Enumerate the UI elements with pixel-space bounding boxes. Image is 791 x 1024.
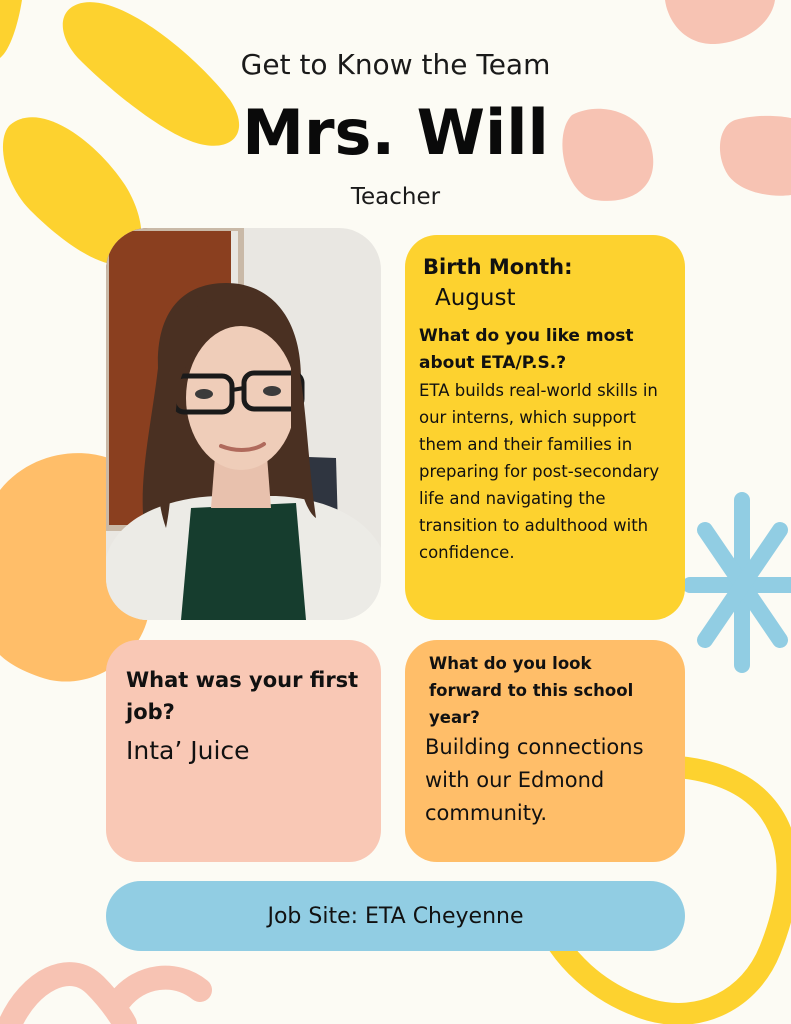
first-job-card	[106, 640, 381, 862]
first-job-answer: Inta’ Juice	[126, 736, 250, 765]
birth-month-value: August	[435, 285, 516, 311]
school-year-question: What do you look forward to this school year?	[429, 654, 634, 727]
birth-month-heading: Birth Month:	[423, 255, 573, 279]
first-job-question: What was your first job?	[126, 668, 359, 724]
portrait-photo	[106, 228, 381, 620]
pink-blob-top	[665, 0, 775, 44]
like-most-question: What do you like most about ETA/P.S.?	[419, 326, 634, 373]
portrait-illustration	[106, 228, 381, 620]
blue-asterisk	[690, 500, 791, 665]
school-year-answer: Building connections with our Edmond community.	[425, 735, 644, 825]
page-kicker: Get to Know the Team	[240, 48, 551, 81]
school-year-card	[405, 640, 685, 862]
job-site-banner: Job Site: ETA Cheyenne	[106, 881, 685, 951]
like-most-answer: ETA builds real-world skills in our interns, which support them and their families in preparing for post-secondary life and navigating the transition to adulthood with confidence.	[419, 381, 660, 562]
page-title: Mrs. Will	[242, 96, 549, 169]
role-label: Teacher	[350, 184, 441, 210]
birth-month-card	[405, 235, 685, 620]
pink-squiggle-bottom-left	[10, 974, 200, 1024]
